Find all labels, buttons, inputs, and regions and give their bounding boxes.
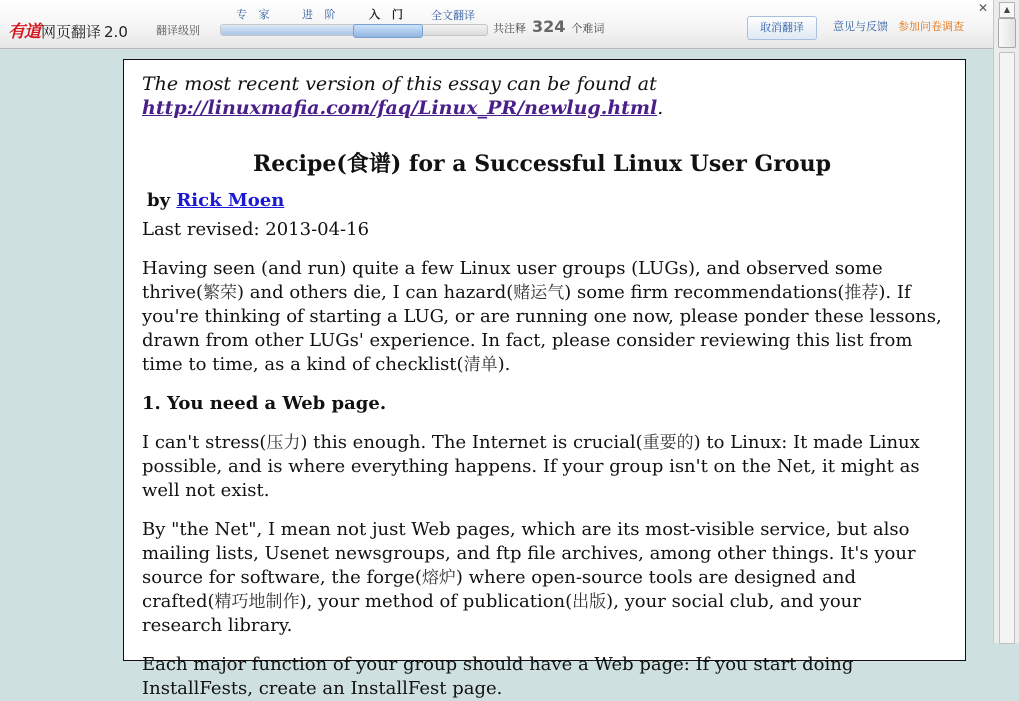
scroll-up-arrow-icon[interactable]: ▲ <box>999 2 1015 18</box>
close-icon[interactable]: ✕ <box>977 1 989 15</box>
fulltext-translate-link[interactable]: 全文翻译 <box>431 9 475 22</box>
by-label: by <box>147 190 171 211</box>
text: ), your social club, and your research library. <box>142 591 861 636</box>
level-stop-expert[interactable]: 专 家 <box>236 8 274 21</box>
text: By "the Net", I mean not just Web pages, which are its most-visible service, but also mailing lists, Usenet newsgroups, and ftp file archives, among other things. It's your source for software, the forge( <box>142 519 916 588</box>
brand-product-name: 网页翻译 <box>41 23 102 41</box>
title-part: Recipe( <box>253 151 347 177</box>
paragraph-intro <box>142 257 942 377</box>
level-stop-beginner[interactable]: 入 门 <box>369 8 407 21</box>
byline <box>147 189 942 213</box>
brand-version: 2.0 <box>104 23 128 41</box>
level-slider[interactable] <box>220 24 488 36</box>
level-label: 翻译级别 <box>156 24 200 37</box>
text: ). If you're thinking of starting a LUG, or are running one now, please ponder these lessons, drawn from other LUGs' experience. In fact, please consider reviewing this list from time to time, as a kind of checklist( <box>142 282 942 375</box>
gloss: 压力 <box>266 433 301 453</box>
gloss: 清单 <box>463 355 498 375</box>
title-part: ) for a Successful Linux User Group <box>390 151 831 177</box>
text: ). <box>497 354 511 375</box>
page-scrollbar-thumb[interactable] <box>999 52 1015 644</box>
notes-prefix: 共注释 <box>493 22 526 35</box>
survey-link[interactable]: 参加问卷调查 <box>898 20 964 33</box>
level-slider-thumb[interactable] <box>353 24 423 38</box>
version-notice <box>142 72 942 120</box>
notes-suffix: 个难词 <box>571 22 605 35</box>
youdao-logo: 有道 <box>8 22 40 42</box>
gloss: 精巧地制作 <box>214 592 300 612</box>
paragraph-internet <box>142 431 942 503</box>
paragraph-net <box>142 518 942 638</box>
translation-toolbar <box>0 0 993 49</box>
text: ), your method of publication( <box>299 591 573 612</box>
article-page <box>123 59 966 699</box>
gloss: 出版 <box>572 592 607 612</box>
notice-tail: . <box>657 97 664 119</box>
gloss: 熔炉 <box>421 568 456 588</box>
newlug-link[interactable]: http://linuxmafia.com/faq/Linux_PR/newlug.html <box>142 97 658 119</box>
scrollbar-thumb[interactable] <box>998 18 1016 48</box>
title-gloss: 食谱 <box>346 151 391 177</box>
gloss: 推荐 <box>844 283 879 303</box>
text: ) where open-source tools are designed and crafted( <box>142 567 857 612</box>
level-stop-advanced[interactable]: 进 阶 <box>302 8 340 21</box>
gloss: 赌运气 <box>513 283 565 303</box>
text: Having seen (and run) quite a few Linux user groups (LUGs), and observed some thrive( <box>142 258 883 303</box>
article-content <box>142 72 942 701</box>
paragraph-functions: Each major function of your group should have a Web page: If you start doing InstallFests, create an InstallFest page. <box>142 654 854 699</box>
section-heading: 1. You need a Web page. <box>142 393 387 414</box>
notice-text: The most recent version of this essay can be found at <box>142 73 657 95</box>
article-title <box>142 150 942 178</box>
gloss: 繁荣 <box>203 283 238 303</box>
notes-counter <box>493 17 604 36</box>
gloss: 重要的 <box>642 433 694 453</box>
author-link[interactable]: Rick Moen <box>176 190 285 211</box>
brand <box>8 17 128 41</box>
vertical-scrollbar[interactable] <box>993 0 1019 643</box>
text: I can't stress( <box>142 432 267 453</box>
last-revised: Last revised: 2013-04-16 <box>142 219 370 240</box>
text: ) and others die, I can hazard( <box>237 282 514 303</box>
text: ) this enough. The Internet is crucial( <box>300 432 643 453</box>
notes-count: 324 <box>532 17 566 36</box>
text: ) to Linux: It made Linux possible, and is where everything happens. If your group isn't on the Net, it might as well not exist. <box>142 432 920 501</box>
feedback-link[interactable]: 意见与反馈 <box>833 20 888 33</box>
text: ) some firm recommendations( <box>564 282 845 303</box>
cancel-translation-button[interactable]: 取消翻译 <box>747 16 817 40</box>
